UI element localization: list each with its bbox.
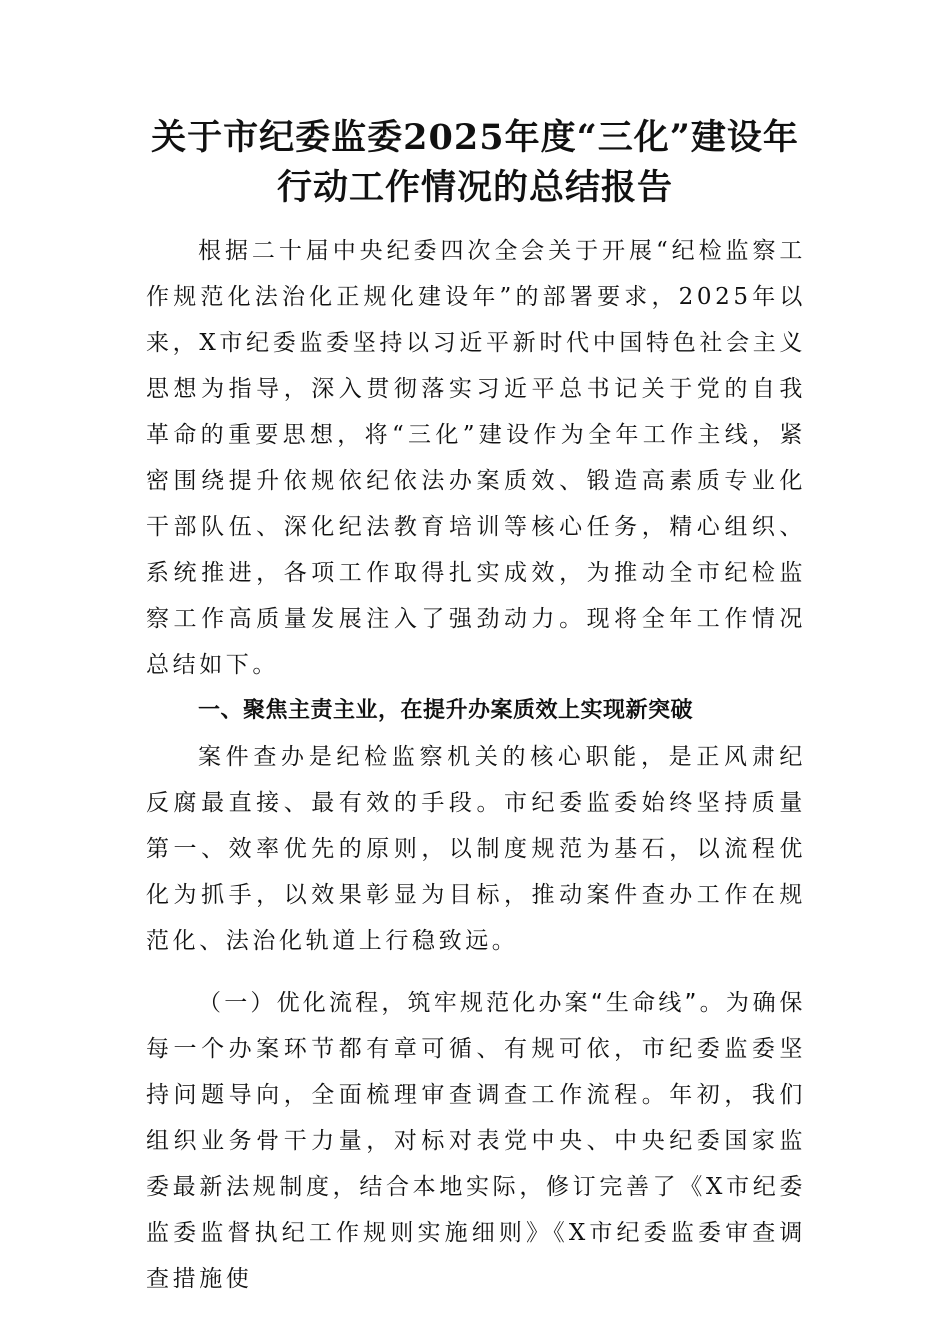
title-line-1: 关于市纪委监委2025年度“三化”建设年 bbox=[151, 117, 799, 158]
section-1-paragraph: 案件查办是纪检监察机关的核心职能，是正风肃纪反腐最直接、最有效的手段。市纪委监委始终坚持质量第一、效率优先的原则，以制度规范为基石，以流程优化为抓手，以效果彰显为目标，推动案件查办工作在规范化、法治化轨道上行稳致远。 bbox=[146, 744, 806, 954]
document-title bbox=[120, 113, 830, 213]
intro-paragraph: 根据二十届中央纪委四次全会关于开展“纪检监察工作规范化法治化正规化建设年”的部署要求，2025年以来，X市纪委监委坚持以习近平新时代中国特色社会主义思想为指导，深入贯彻落实习近平总书记关于党的自我革命的重要思想，将“三化”建设作为全年工作主线，紧密围绕提升依规依纪依法办案质效、锻造高素质专业化干部队伍、深化纪法教育培训等核心任务，精心组织、系统推进，各项工作取得扎实成效，为推动全市纪检监察工作高质量发展注入了强劲动力。现将全年工作情况总结如下。 bbox=[146, 238, 806, 678]
title-line-2: 行动工作情况的总结报告 bbox=[276, 167, 673, 208]
paragraph-spacer bbox=[146, 964, 806, 980]
document-body bbox=[146, 228, 806, 1302]
subsection-1-title: （一）优化流程，筑牢规范化办案“生命线”。 bbox=[198, 990, 726, 1016]
subsection-1-text: 为确保每一个办案环节都有章可循、有规可依，市纪委监委坚持问题导向，全面梳理审查调查工作流程。年初，我们组织业务骨干力量，对标对表党中央、中央纪委国家监委最新法规制度，结合本地实际，修订完善了《X市纪委监委监督执纪工作规则实施细则》《X市纪委监委审查调查措施使 bbox=[146, 990, 806, 1292]
section-heading-1: 一、聚焦主责主业，在提升办案质效上实现新突破 bbox=[198, 698, 694, 723]
subsection-1-paragraph bbox=[146, 980, 806, 1302]
